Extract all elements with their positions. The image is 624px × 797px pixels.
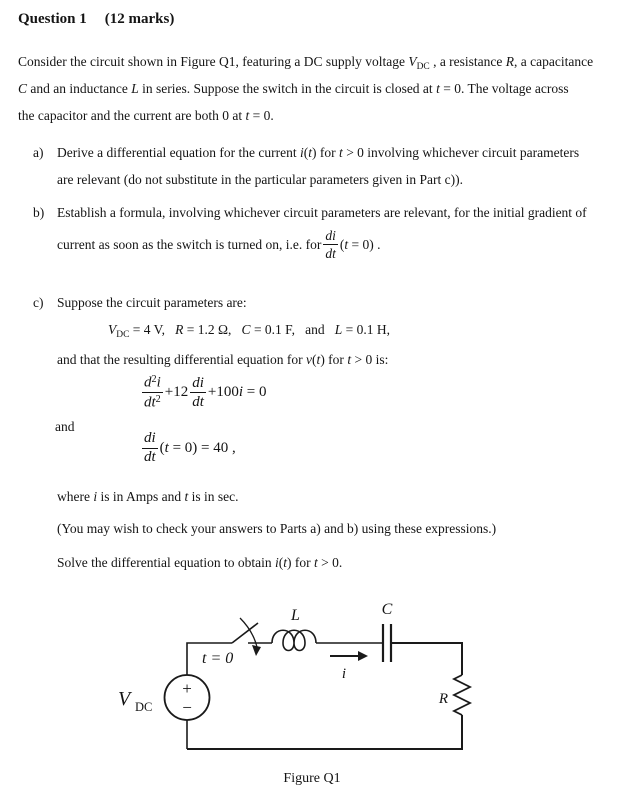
text-run: R: [505, 54, 515, 69]
item-a-line-1: [33, 145, 579, 161]
text-run: di: [144, 430, 156, 446]
inductor-icon: [272, 630, 316, 650]
inductor-label: L: [291, 607, 300, 624]
text-run: v: [306, 352, 313, 367]
item-c-marker: c): [33, 295, 44, 310]
text-run: i: [274, 555, 279, 570]
text-run: (: [159, 439, 165, 456]
equation-1-tail: [208, 384, 267, 401]
text-run: Establish a formula, involving whichever circuit parameters are relevant, for the initial gradient of: [57, 205, 587, 220]
intro-line-3: [18, 108, 274, 124]
text-run: t: [316, 352, 321, 367]
text-run: t: [245, 108, 250, 123]
text-run: and an inductance: [27, 81, 132, 96]
wire-bottom: [187, 715, 462, 749]
current-arrowhead: [358, 651, 368, 661]
item-b-marker: b): [33, 205, 45, 220]
text-run: L: [334, 322, 343, 337]
source-minus: −: [182, 698, 192, 717]
fraction-denominator: [142, 395, 163, 411]
didt-fraction: [190, 376, 206, 411]
text-run: di: [192, 374, 204, 391]
text-run: DC: [416, 61, 430, 72]
text-run: +12: [164, 384, 189, 401]
check-note-line: [57, 521, 496, 537]
solve-line: [57, 555, 342, 571]
switch-time-label: t = 0: [202, 650, 234, 667]
item-c-line-3: [57, 352, 388, 368]
item-c-text-1: [57, 295, 247, 310]
text-run: (: [339, 236, 345, 252]
didt-fraction: [142, 431, 158, 466]
text-run: +100: [207, 384, 239, 401]
fraction-numerator: [142, 375, 163, 391]
text-run: t: [313, 555, 318, 570]
text-run: t: [184, 489, 189, 504]
text-run: is in Amps and: [97, 489, 185, 504]
fraction-denominator: [323, 247, 338, 261]
text-run: i: [238, 384, 244, 401]
text-run: t: [164, 439, 169, 456]
text-run: dt: [144, 394, 156, 411]
item-c-line-1: [33, 295, 247, 311]
text-run: = 0) = 40 ,: [168, 439, 236, 456]
resistor-icon: [454, 675, 470, 715]
fraction-denominator: [142, 450, 158, 465]
question-number: Question 1: [18, 11, 87, 27]
item-b-line-2: [57, 229, 380, 261]
source-voltage-subscript: DC: [135, 700, 153, 714]
text-run: C: [18, 81, 28, 96]
text-run: Derive a differential equation for the current: [57, 145, 301, 160]
text-run: R: [175, 322, 184, 337]
capacitor-icon: [383, 624, 391, 662]
intro-line-2: [18, 81, 569, 97]
text-run: where: [57, 489, 94, 504]
text-run: = 0.: [249, 108, 274, 123]
text-run: Consider the circuit shown in Figure Q1, featuring a DC supply voltage: [18, 54, 409, 69]
didt-fraction: [323, 229, 338, 261]
equation-2-tail: [160, 440, 236, 457]
text-run: ) for: [286, 555, 314, 570]
text-run: DC: [116, 329, 130, 340]
text-run: > 0 is:: [351, 352, 389, 367]
text-run: (: [303, 145, 309, 160]
item-a-line-2: [57, 172, 463, 188]
wire-capacitor-to-resistor: [391, 643, 462, 675]
text-run: (: [312, 352, 317, 367]
text-run: = 0. The voltage across: [439, 81, 569, 96]
text-run: L: [131, 81, 139, 96]
text-run: = 1.2 Ω,: [183, 322, 242, 337]
circuit-diagram: [0, 590, 624, 762]
switch-arrowhead: [252, 645, 261, 656]
item-b-text-2: [57, 237, 321, 253]
text-run: i: [156, 374, 161, 391]
source-plus: +: [182, 679, 192, 698]
source-voltage-label: V: [118, 688, 131, 710]
text-run: (: [278, 555, 284, 570]
item-b-line-1: [33, 205, 587, 221]
text-run: V: [408, 54, 417, 69]
text-run: > 0 involving whichever circuit parameters: [342, 145, 580, 160]
text-run: Suppose the circuit parameters are:: [57, 295, 247, 310]
text-run: are relevant (do not substitute in the particular parameters given in Part c)).: [57, 172, 463, 187]
text-run: the capacitor and the current are both 0 at: [18, 108, 246, 123]
text-run: , a capacitance: [514, 54, 594, 69]
text-run: = 4 V,: [129, 322, 176, 337]
text-run: , a resistance: [429, 54, 506, 69]
and-connector: and: [55, 419, 75, 434]
text-run: t: [436, 81, 440, 96]
text-run: t: [308, 145, 313, 160]
figure-caption: Figure Q1: [283, 771, 341, 786]
text-run: is in sec.: [188, 489, 239, 504]
fraction-numerator: [190, 376, 206, 391]
text-run: = 0.1 F, and: [250, 322, 335, 337]
text-run: i: [300, 145, 304, 160]
text-run: dt: [325, 245, 336, 261]
fraction-numerator: [323, 229, 338, 243]
equation-2: [140, 431, 236, 466]
item-a-text-1: [57, 145, 579, 160]
text-run: dt: [144, 449, 156, 466]
text-run: 2: [155, 393, 161, 405]
question-header: [18, 11, 174, 28]
current-label: i: [341, 666, 347, 682]
d2i-dt2-fraction: [142, 375, 163, 411]
text-run: (You may wish to check your answers to Parts a) and b) using these expressions.): [57, 521, 497, 536]
text-run: dt: [192, 393, 204, 410]
text-run: d: [144, 374, 152, 391]
text-run: > 0.: [317, 555, 343, 570]
resistor-label: R: [438, 691, 448, 707]
text-run: and that the resulting differential equation for: [57, 352, 307, 367]
text-run: t: [283, 555, 287, 570]
text-run: = 0.1 H,: [342, 322, 390, 337]
equation-1-mid: [165, 384, 188, 401]
text-run: 2: [151, 374, 157, 385]
intro-line-1: [18, 54, 593, 72]
capacitor-label: C: [381, 601, 393, 618]
text-run: ) for: [320, 352, 348, 367]
text-run: i: [93, 489, 98, 504]
text-run: current as soon as the switch is turned on, i.e. for: [57, 236, 322, 252]
current-arrow-icon: [330, 651, 368, 661]
units-line: [57, 489, 239, 505]
text-run: C: [241, 322, 251, 337]
voltage-source-icon: [165, 675, 210, 720]
item-b-text-1: [57, 205, 587, 220]
text-run: V: [108, 322, 117, 337]
fraction-numerator: [142, 431, 158, 446]
item-c-parameters: [108, 322, 390, 340]
text-run: di: [325, 228, 336, 243]
switch-icon: [232, 618, 261, 656]
text-run: ) for: [312, 145, 340, 160]
text-run: Solve the differential equation to obtain: [57, 555, 275, 570]
text-run: = 0) .: [348, 236, 381, 252]
text-run: t: [344, 236, 349, 252]
text-run: t: [347, 352, 352, 367]
item-a-marker: a): [33, 145, 44, 160]
text-run: in series. Suppose the switch in the circuit is closed at: [138, 81, 437, 96]
equation-1: [140, 375, 267, 411]
text-run: = 0: [243, 384, 267, 401]
item-b-text-3: [340, 237, 381, 253]
fraction-denominator: [190, 395, 206, 410]
text-run: t: [339, 145, 343, 160]
question-marks: (12 marks): [104, 11, 175, 27]
